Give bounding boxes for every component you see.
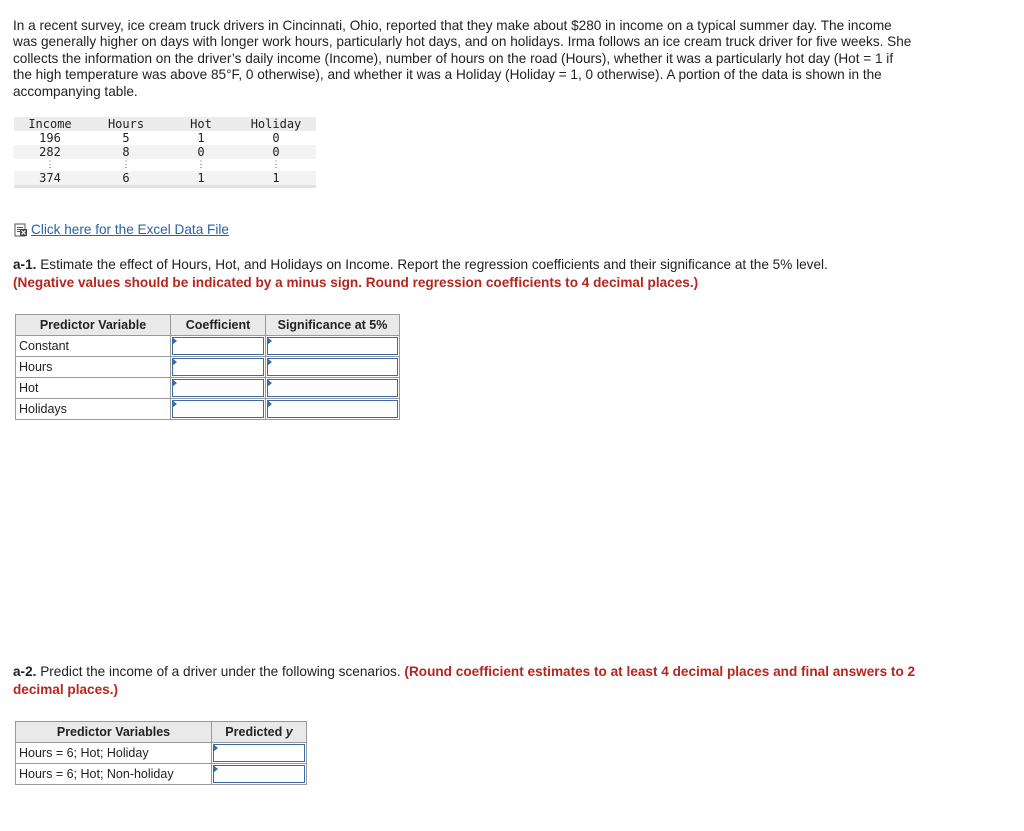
data-cell: 1: [197, 131, 205, 145]
regression-answer-table: [15, 314, 400, 420]
header-hours: Hours: [86, 117, 166, 131]
coefficient-input-hours[interactable]: [171, 357, 266, 378]
answer-row: [16, 336, 400, 357]
excel-file-icon[interactable]: [14, 223, 28, 237]
significance-select-constant[interactable]: [266, 336, 400, 357]
data-cell: ⋮: [196, 160, 206, 170]
answer-row: [16, 357, 400, 378]
question-a1-instruction: (Negative values should be indicated by a minus sign. Round regression coefficients to 4 decimal places.): [13, 274, 699, 290]
data-row: [14, 171, 316, 187]
excel-data-file-link[interactable]: Click here for the Excel Data File: [31, 222, 229, 237]
predictor-label: Holidays: [16, 399, 171, 420]
prediction-answer-table: [15, 721, 307, 785]
data-cell: 1: [236, 171, 316, 187]
data-cell: 282: [14, 145, 86, 159]
data-ellipsis-row: [14, 159, 316, 171]
question-a1: [13, 256, 933, 291]
coefficient-input-holidays[interactable]: [171, 399, 266, 420]
header-predictor-variable: Predictor Variable: [16, 315, 171, 336]
scenario-label: Hours = 6; Hot; Holiday: [16, 743, 212, 764]
predictor-label: Hours: [16, 357, 171, 378]
data-cell: 6: [86, 171, 166, 187]
predictor-label: Hot: [16, 378, 171, 399]
data-cell: 374: [14, 171, 86, 187]
header-predictor-variables: Predictor Variables: [16, 722, 212, 743]
data-preview-table: [14, 117, 316, 188]
significance-select-hours[interactable]: [266, 357, 400, 378]
data-cell: ⋮: [271, 160, 281, 170]
answer-header-row: [16, 315, 400, 336]
answer-header-row: [16, 722, 307, 743]
question-a2-label: a-2.: [13, 664, 37, 679]
data-header-row: [14, 117, 316, 131]
predictor-label: Constant: [16, 336, 171, 357]
data-cell: 0: [272, 131, 280, 145]
question-a2: [13, 663, 933, 698]
problem-intro: In a recent survey, ice cream truck drivers in Cincinnati, Ohio, reported that they make about $280 in income on a typical summer day. The income was generally higher on days with longer work hours, particularly hot days, and on holidays. Irma follows an ice cream truck driver for five weeks. She collects the information on the driver’s daily income (Income), number of hours on the road (Hours), whether it was a particularly hot day (Hot = 1 if the high temperature was above 85°F, 0 otherwise), and whether it was a Holiday (Holiday = 1, 0 otherwise). A portion of the data is shown in the accompanying table.: [13, 18, 912, 99]
answer-row: [16, 378, 400, 399]
predicted-y-input-holiday[interactable]: [212, 743, 307, 764]
header-significance: Significance at 5%: [266, 315, 400, 336]
coefficient-input-constant[interactable]: [171, 336, 266, 357]
data-cell: ⋮: [45, 160, 55, 170]
significance-select-holidays[interactable]: [266, 399, 400, 420]
predicted-y-input-non-holiday[interactable]: [212, 764, 307, 785]
question-a1-text: Estimate the effect of Hours, Hot, and Holidays on Income. Report the regression coefficients and their significance at the 5% level.: [36, 257, 828, 272]
data-row: [14, 145, 316, 159]
data-cell: 0: [236, 145, 316, 159]
answer-row: [16, 399, 400, 420]
question-a2-instruction: (Round coefficient estimates to at least 4 decimal places and final answers to 2 decimal places.): [13, 664, 916, 697]
answer-row: [16, 764, 307, 785]
data-row: [14, 131, 316, 145]
scenario-label: Hours = 6; Hot; Non-holiday: [16, 764, 212, 785]
header-holiday: Holiday: [236, 117, 316, 131]
question-a2-text: Predict the income of a driver under the following scenarios.: [36, 664, 405, 679]
data-cell: 0: [166, 145, 236, 159]
significance-select-hot[interactable]: [266, 378, 400, 399]
excel-link-row: [14, 222, 229, 237]
data-cell: 5: [122, 131, 130, 145]
header-income: Income: [14, 117, 86, 131]
header-hot: Hot: [166, 117, 236, 131]
answer-row: [16, 743, 307, 764]
question-a1-label: a-1.: [13, 257, 37, 272]
coefficient-input-hot[interactable]: [171, 378, 266, 399]
data-cell: ⋮: [121, 160, 131, 170]
header-predicted-y: Predicted y: [212, 722, 307, 743]
data-cell: 196: [39, 131, 61, 145]
data-cell: 8: [86, 145, 166, 159]
header-coefficient: Coefficient: [171, 315, 266, 336]
data-cell: 1: [166, 171, 236, 187]
